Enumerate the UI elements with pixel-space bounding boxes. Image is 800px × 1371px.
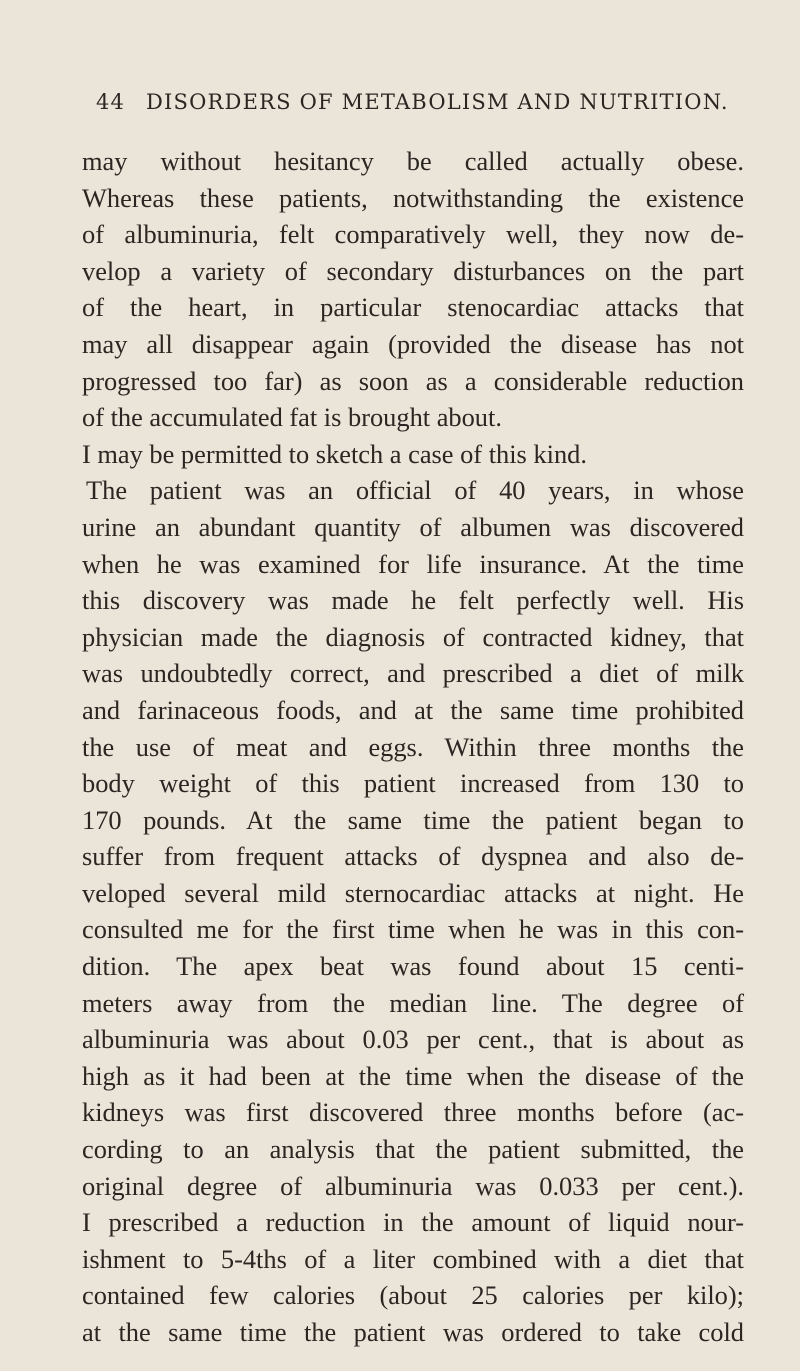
text-line: body weight of this patient increased from 130 to bbox=[82, 768, 744, 799]
text-line: 170 pounds. At the same time the patient began to bbox=[82, 804, 744, 835]
text-line: I may be permitted to sketch a case of this kind. bbox=[82, 438, 587, 469]
body-text bbox=[82, 143, 744, 1351]
text-line: physician made the diagnosis of contracted kidney, that bbox=[82, 621, 744, 652]
text-line: The patient was an official of 40 years, in whose bbox=[86, 475, 744, 506]
text-line: of the heart, in particular stenocardiac attacks that bbox=[82, 292, 744, 323]
text-line: this discovery was made he felt perfectly well. His bbox=[82, 585, 744, 616]
text-line: dition. The apex beat was found about 15 centi- bbox=[82, 951, 744, 982]
text-line: the use of meat and eggs. Within three months the bbox=[82, 731, 744, 762]
text-line: of the accumulated fat is brought about. bbox=[82, 402, 502, 433]
text-line: veloped several mild sternocardiac attacks at night. He bbox=[82, 877, 744, 908]
text-line: Whereas these patients, notwithstanding the existence bbox=[82, 182, 744, 213]
text-line: original degree of albuminuria was 0.033 per cent.). bbox=[82, 1170, 744, 1201]
text-line: at the same time the patient was ordered to take cold bbox=[82, 1317, 744, 1347]
running-head-title: DISORDERS OF METABOLISM AND NUTRITION. bbox=[146, 90, 729, 114]
text-line: high as it had been at the time when the disease of the bbox=[82, 1060, 744, 1091]
text-line: suffer from frequent attacks of dyspnea and also de- bbox=[82, 841, 744, 872]
text-line: meters away from the median line. The degree of bbox=[82, 987, 744, 1018]
text-line: kidneys was first discovered three months before (ac- bbox=[82, 1097, 744, 1128]
text-line: when he was examined for life insurance. At the time bbox=[82, 548, 744, 579]
text-line: contained few calories (about 25 calories per kilo); bbox=[82, 1280, 744, 1311]
text-line: and farinaceous foods, and at the same time prohibited bbox=[82, 694, 744, 725]
text-line: consulted me for the first time when he was in this con- bbox=[82, 914, 744, 945]
text-line: may without hesitancy be called actually obese. bbox=[82, 146, 744, 176]
text-line: albuminuria was about 0.03 per cent., that is about as bbox=[82, 1024, 744, 1055]
text-line: velop a variety of secondary disturbances on the part bbox=[82, 255, 744, 286]
running-head bbox=[96, 90, 736, 120]
text-line: urine an abundant quantity of albumen was discovered bbox=[82, 511, 744, 542]
text-line: may all disappear again (provided the disease has not bbox=[82, 328, 744, 359]
page-number: 44 bbox=[96, 90, 126, 114]
text-line: of albuminuria, felt comparatively well, they now de- bbox=[82, 219, 744, 250]
text-line: cording to an analysis that the patient submitted, the bbox=[82, 1134, 744, 1165]
text-line: ishment to 5-4ths of a liter combined with a diet that bbox=[82, 1243, 744, 1274]
text-line: progressed too far) as soon as a considerable reduction bbox=[82, 365, 744, 396]
text-line: I prescribed a reduction in the amount of liquid nour- bbox=[82, 1207, 744, 1238]
text-line: was undoubtedly correct, and prescribed a diet of milk bbox=[82, 658, 744, 689]
